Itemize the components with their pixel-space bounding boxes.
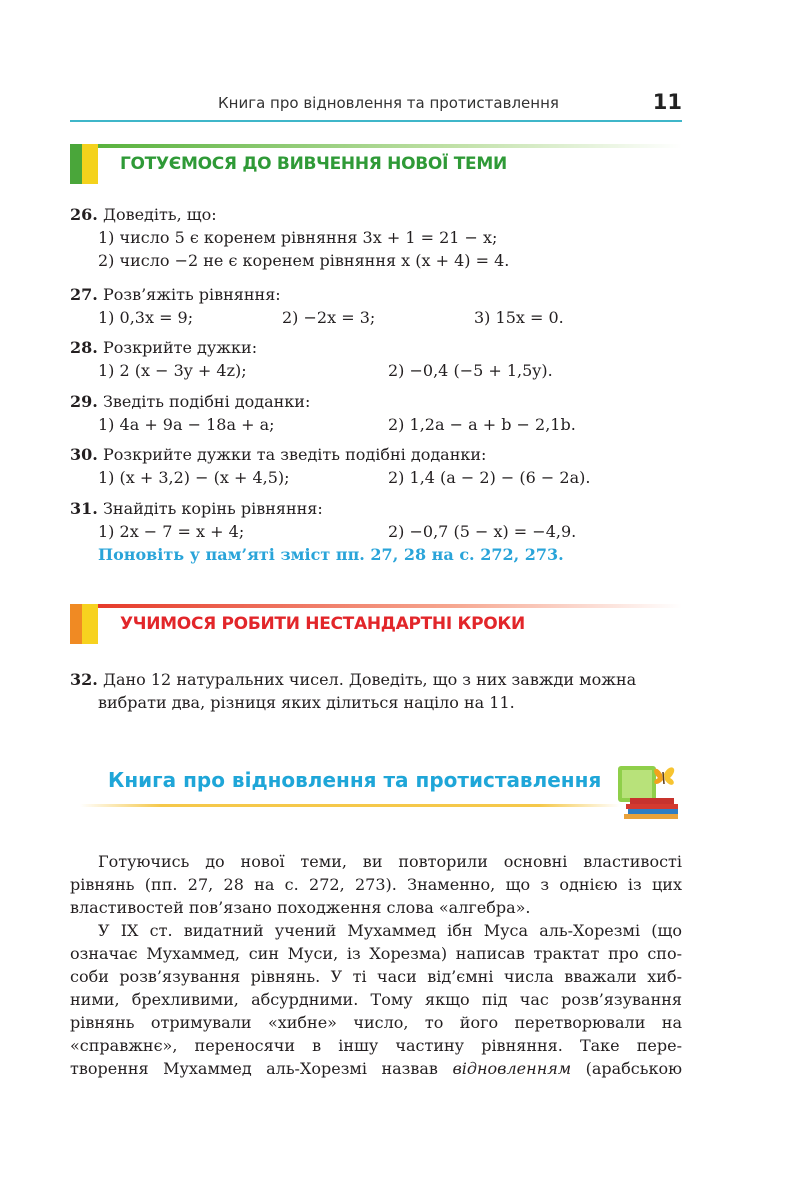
paragraph-line xyxy=(70,1057,682,1080)
exercise-30 xyxy=(70,443,682,489)
exercise-number: 26. xyxy=(70,205,98,224)
exercise-item: 2) −2x = 3; xyxy=(282,308,376,327)
paragraph-line: Готуючись до нової теми, ви повторили основні властивості xyxy=(98,852,682,871)
banner-bar-orange xyxy=(70,604,82,644)
feature-title: Книга про відновлення та протиставлення xyxy=(108,768,602,792)
exercise-item: 2) число −2 не є коренем рівняння x (x + 4) = 4. xyxy=(98,251,510,270)
exercise-text: Розв’яжіть рівняння: xyxy=(102,285,281,304)
exercise-item: 3) 15x = 0. xyxy=(474,308,564,327)
banner-stripe xyxy=(98,144,682,148)
exercise-32 xyxy=(70,668,682,714)
paragraph-line: означає Мухаммед, син Муси, із Хорезма) написав трактат про спо- xyxy=(70,944,682,963)
section-banner-nonstandard xyxy=(70,604,682,648)
exercise-item: 2) 1,4 (a − 2) − (6 − 2a). xyxy=(388,468,591,487)
exercise-item: 2) 1,2a − a + b − 2,1b. xyxy=(388,415,576,434)
section-title-prep: ГОТУЄМОСЯ ДО ВИВЧЕННЯ НОВОЇ ТЕМИ xyxy=(120,154,507,174)
exercise-number: 27. xyxy=(70,285,98,304)
exercise-29 xyxy=(70,390,682,436)
prose-body xyxy=(70,850,682,1080)
running-title: Книга про відновлення та протиставлення xyxy=(218,94,559,112)
exercise-text: Зведіть подібні доданки: xyxy=(102,392,311,411)
paragraph-line: властивостей пов’язано походження слова «алгебра». xyxy=(70,898,531,917)
exercise-26 xyxy=(70,203,682,272)
banner-stripe xyxy=(98,604,682,608)
paragraph-line: рівнянь отримували «хибне» число, то його перетворювали на xyxy=(70,1013,682,1032)
paragraph-line: ними, брехливими, абсурдними. Тому якщо під час розв’язування xyxy=(70,990,682,1009)
section-banner-prep xyxy=(70,144,682,188)
exercise-28 xyxy=(70,336,682,382)
banner-bar-green xyxy=(70,144,82,184)
paragraph-text: творення Мухаммед аль-Хорезмі назвав xyxy=(70,1059,438,1078)
paragraph-line: соби розв’язування рівнянь. У ті часи від’ємні числа вважали хиб- xyxy=(70,967,682,986)
exercise-number: 31. xyxy=(70,499,98,518)
banner-bar-yellow xyxy=(82,604,98,644)
running-header xyxy=(70,92,682,122)
exercise-text: Розкрийте дужки та зведіть подібні доданки: xyxy=(102,445,487,464)
feature-underline xyxy=(80,804,620,807)
exercise-text: Розкрийте дужки: xyxy=(102,338,258,357)
section-title-nonstandard: УЧИМОСЯ РОБИТИ НЕСТАНДАРТНІ КРОКИ xyxy=(120,614,525,634)
reminder-text: Поновіть у пам’яті зміст пп. 27, 28 на с. 272, 273. xyxy=(98,545,564,564)
exercise-number: 29. xyxy=(70,392,98,411)
exercise-item: 1) 0,3x = 9; xyxy=(98,308,194,327)
exercise-item: 1) 4a + 9a − 18a + a; xyxy=(98,415,275,434)
page-number: 11 xyxy=(652,90,682,114)
books-with-butterfly-icon xyxy=(616,760,686,820)
exercise-number: 30. xyxy=(70,445,98,464)
exercise-text: Доведіть, що: xyxy=(102,205,217,224)
exercise-item: 1) 2 (x − 3y + 4z); xyxy=(98,361,247,380)
paragraph-text: (арабською xyxy=(585,1059,683,1078)
paragraph-line: У IX ст. видатний учений Мухаммед ібн Муса аль-Хорезмі (що xyxy=(98,921,682,940)
exercise-number: 28. xyxy=(70,338,98,357)
term-italic: відновленням xyxy=(452,1059,572,1078)
exercise-text: вибрати два, різниця яких ділиться націло на 11. xyxy=(98,693,515,712)
exercise-item: 2) −0,7 (5 − x) = −4,9. xyxy=(388,522,577,541)
exercise-number: 32. xyxy=(70,670,98,689)
exercise-item: 1) число 5 є коренем рівняння 3x + 1 = 21 − x; xyxy=(98,228,498,247)
exercise-item: 2) −0,4 (−5 + 1,5y). xyxy=(388,361,553,380)
paragraph-line: «справжнє», переносячи в іншу частину рівняння. Таке пере- xyxy=(70,1036,682,1055)
exercise-31 xyxy=(70,497,682,566)
exercise-text: Дано 12 натуральних чисел. Доведіть, що з них завжди можна xyxy=(102,670,637,689)
exercise-text: Знайдіть корінь рівняння: xyxy=(102,499,323,518)
exercise-item: 1) (x + 3,2) − (x + 4,5); xyxy=(98,468,290,487)
banner-bar-yellow xyxy=(82,144,98,184)
exercise-27 xyxy=(70,283,682,329)
feature-heading xyxy=(70,762,682,822)
exercise-item: 1) 2x − 7 = x + 4; xyxy=(98,522,245,541)
paragraph-line: рівнянь (пп. 27, 28 на с. 272, 273). Знаменно, що з однією із цих xyxy=(70,875,682,894)
